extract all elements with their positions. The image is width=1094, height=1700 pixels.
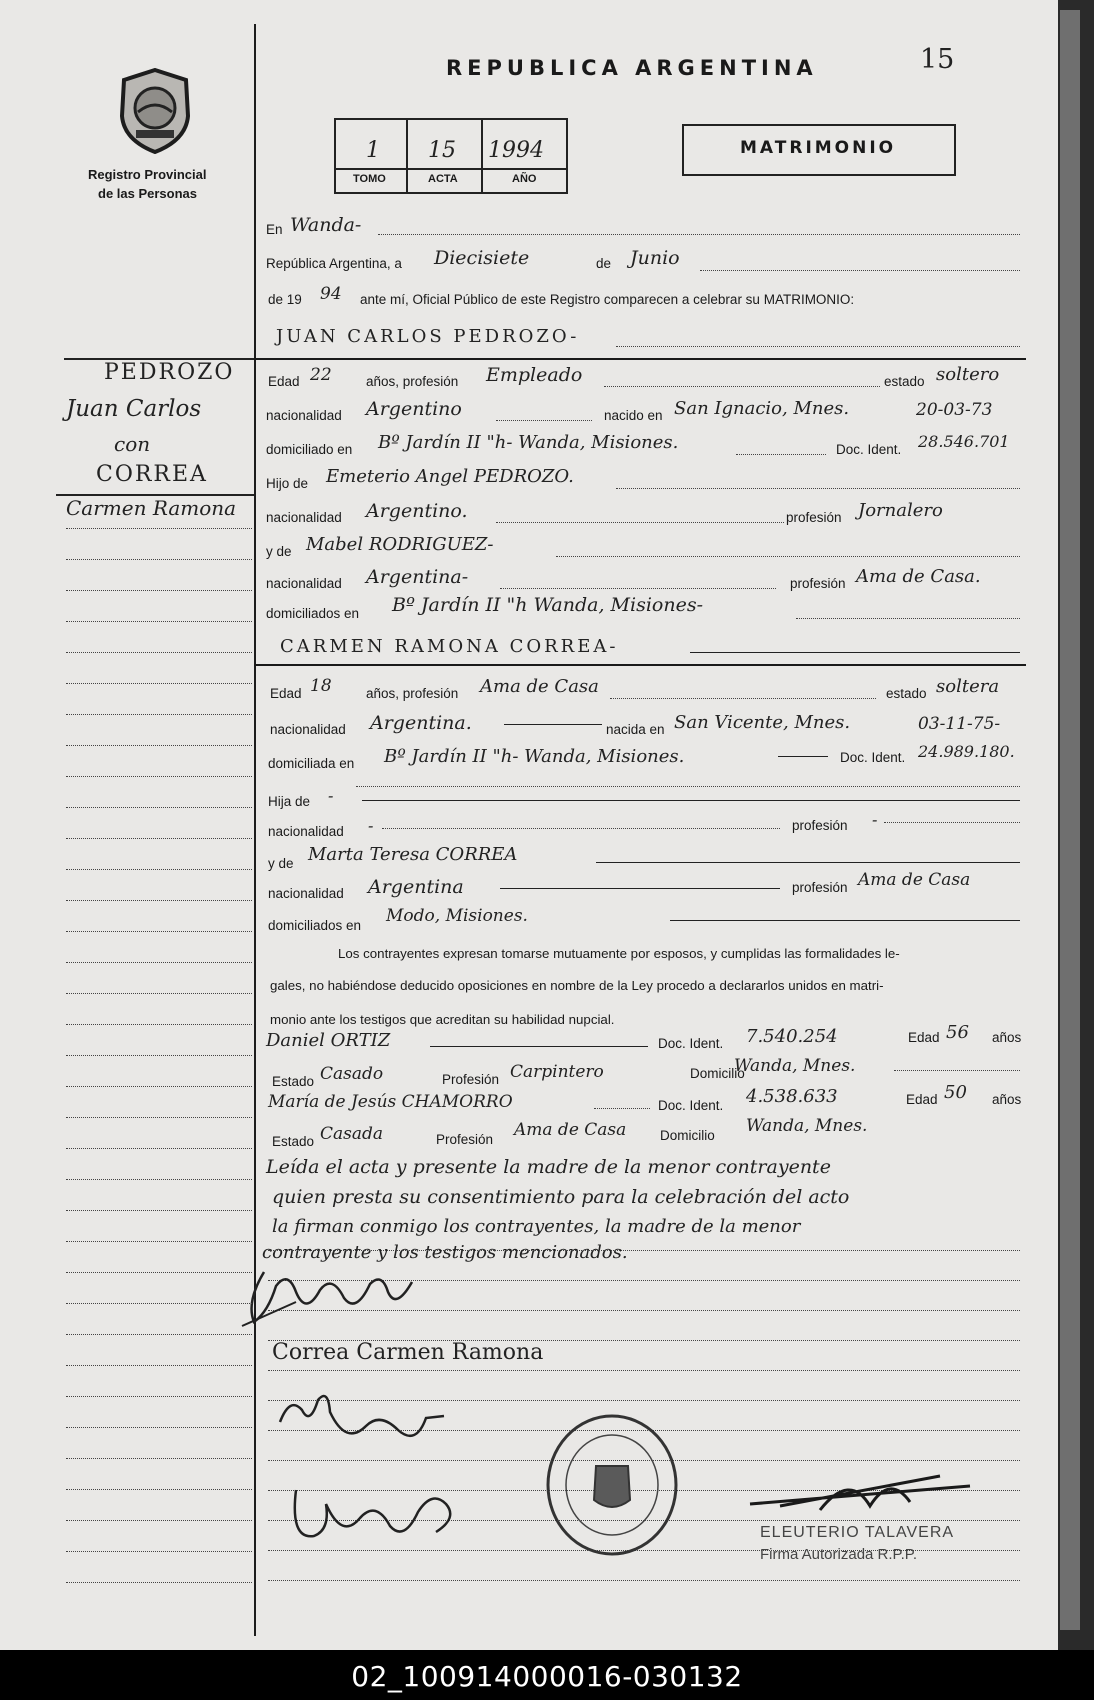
bride-yde-label: y de [268, 856, 294, 871]
groom-profession: Empleado [486, 364, 583, 386]
margin-rule [66, 1334, 252, 1335]
official-title: Firma Autorizada R.P.P. [760, 1546, 918, 1563]
rule [362, 800, 1020, 801]
volume-box-rule [336, 168, 566, 170]
tomo-label: TOMO [353, 173, 386, 185]
bride-domiciliada-label: domiciliada en [268, 756, 355, 771]
bride-domiciliados-label: domiciliados en [268, 918, 362, 933]
witness1-name: Daniel ORTIZ [266, 1030, 391, 1051]
bride-signature: Correa Carmen Ramona [272, 1340, 544, 1365]
bride-birthdate: 03-11-75- [918, 714, 1001, 734]
groom-mother-nationality: Argentina- [366, 566, 469, 588]
rule [496, 522, 784, 523]
acta-value: 15 [428, 138, 456, 163]
rule [736, 454, 826, 455]
groom-birthplace: San Ignacio, Mnes. [674, 398, 850, 419]
rule [378, 234, 1020, 235]
note-line-1: Leída el acta y presente la madre de la menor contrayente [266, 1156, 831, 1178]
margin-rule [66, 869, 252, 870]
groom-age: 22 [310, 365, 332, 385]
margin-rule [66, 1303, 252, 1304]
republic-label: República Argentina, a [266, 256, 402, 271]
de-label: de [596, 256, 612, 271]
margin-rule [66, 714, 252, 715]
margin-line-2: Juan Carlos [66, 396, 202, 422]
margin-rule [66, 1458, 252, 1459]
bride-address: Bº Jardín II "h- Wanda, Misiones. [384, 746, 685, 767]
rule [556, 556, 1020, 557]
rule [430, 1046, 648, 1047]
rule [500, 588, 776, 589]
witness1-profesion-label: Profesión [442, 1072, 500, 1087]
margin-line-3: con [114, 432, 151, 456]
margin-rule [66, 1520, 252, 1521]
section-divider [254, 664, 1026, 666]
margin-rule [66, 652, 252, 653]
bride-estado-label: estado [886, 686, 927, 701]
note-line-3: la firman conmigo los contrayentes, la madre de la menor [272, 1216, 801, 1237]
bride-nationality: Argentina. [370, 712, 472, 734]
signature-rule [268, 1370, 1020, 1371]
declaration-line-1: Los contrayentes expresan tomarse mutuamente por esposos, y cumplidas las formalidades le- [338, 946, 900, 961]
groom-nacionalidad-label: nacionalidad [266, 408, 342, 423]
witness2-domicilio-label: Domicilio [660, 1128, 715, 1143]
witness2-name: María de Jesús CHAMORRO [268, 1092, 513, 1112]
misiones-emblem-icon [116, 68, 194, 154]
witness1-edad-label: Edad [908, 1030, 940, 1045]
margin-rule [66, 1148, 252, 1149]
witness2-age: 50 [944, 1082, 967, 1103]
bride-mother: Marta Teresa CORREA [308, 844, 518, 865]
rule [382, 828, 780, 829]
rule [496, 420, 592, 421]
bride-nacida-label: nacida en [606, 722, 665, 737]
act-type: MATRIMONIO [740, 138, 897, 158]
bride-age: 18 [310, 676, 332, 696]
margin-rule [66, 1582, 252, 1583]
groom-doc-label: Doc. Ident. [836, 442, 902, 457]
place-value: Wanda- [290, 214, 362, 236]
anio-value: 1994 [488, 138, 544, 163]
country-title: REPUBLICA ARGENTINA [446, 56, 818, 80]
en-label: En [266, 222, 283, 237]
rule [796, 618, 1020, 619]
margin-rule [66, 683, 252, 684]
registry-line-2: de las Personas [98, 186, 197, 201]
signature-rule [268, 1250, 1020, 1251]
section-divider [254, 358, 1026, 360]
margin-line-1: PEDROZO [104, 360, 235, 385]
bride-father-nationality: - [368, 816, 374, 835]
official-stamp-icon [544, 1412, 680, 1558]
bride-edad-label: Edad [270, 686, 302, 701]
rule [610, 698, 876, 699]
margin-rule [66, 745, 252, 746]
margin-rule [66, 962, 252, 963]
groom-yde-label: y de [266, 544, 292, 559]
rule [500, 888, 780, 889]
rule [616, 346, 1020, 347]
margin-rule [66, 1489, 252, 1490]
witness2-domicilio: Wanda, Mnes. [746, 1116, 868, 1136]
declaration-line-3: monio ante los testigos que acreditan su habilidad nupcial. [270, 1012, 615, 1027]
margin-line-4: CORREA [96, 462, 208, 487]
page-number: 15 [920, 44, 955, 75]
bride-birthplace: San Vicente, Mnes. [674, 712, 851, 733]
groom-mother: Mabel RODRIGUEZ- [306, 534, 494, 555]
groom-father-nac-label: nacionalidad [266, 510, 342, 525]
groom-father-profesion-label: profesión [786, 510, 842, 525]
margin-rule [66, 1272, 252, 1273]
bride-father-nac-label: nacionalidad [268, 824, 344, 839]
rule [670, 920, 1020, 921]
bride-mother-nationality: Argentina [368, 876, 464, 898]
witness2-estado-label: Estado [272, 1134, 315, 1149]
witness1-domicilio: Wanda, Mnes. [734, 1056, 856, 1076]
groom-mother-profession: Ama de Casa. [856, 566, 981, 587]
bride-hija-label: Hija de [268, 794, 311, 809]
margin-rule [66, 931, 252, 932]
rule [778, 756, 828, 757]
margin-rule [66, 993, 252, 994]
bride-profession: Ama de Casa [480, 676, 599, 697]
scan-id: 02_100914000016-030132 [351, 1660, 743, 1693]
bride-doc: 24.989.180. [918, 742, 1015, 761]
anio-label: AÑO [512, 173, 537, 185]
groom-estado-label: estado [884, 374, 925, 389]
groom-mother-profesion-label: profesión [790, 576, 846, 591]
witness2-estado: Casada [320, 1124, 384, 1144]
groom-hijo-label: Hijo de [266, 476, 309, 491]
groom-anos-profesion-label: años, profesión [366, 374, 459, 389]
witness1-domicilio-label: Domicilio [690, 1066, 745, 1081]
bride-name: CARMEN RAMONA CORREA- [280, 636, 619, 657]
witness2-profesion-label: Profesión [436, 1132, 494, 1147]
margin-rule [66, 528, 252, 529]
official-signature-icon [740, 1466, 980, 1516]
margin-rule [66, 1117, 252, 1118]
bride-father-profesion-label: profesión [792, 818, 848, 833]
margin-rule [66, 900, 252, 901]
margin-rule [66, 1055, 252, 1056]
groom-father-nationality: Argentino. [366, 500, 468, 522]
margin-rule [66, 1210, 252, 1211]
groom-name: JUAN CARLOS PEDROZO- [276, 326, 580, 347]
bride-parents-address: Modo, Misiones. [386, 906, 528, 926]
note-line-4: contrayente y los testigos mencionados. [262, 1242, 628, 1263]
witness1-estado-label: Estado [272, 1074, 315, 1089]
rule [504, 724, 602, 725]
witness1-doc: 7.540.254 [746, 1026, 838, 1047]
day-value: Diecisiete [434, 247, 530, 269]
witness2-anos-label: años [992, 1092, 1022, 1107]
bride-mother-profesion-label: profesión [792, 880, 848, 895]
year-prefix: de 19 [268, 292, 302, 307]
groom-domiciliados-label: domiciliados en [266, 606, 360, 621]
witness1-profession: Carpintero [510, 1062, 604, 1082]
groom-nationality: Argentino [366, 398, 462, 420]
margin-rule [66, 1024, 252, 1025]
witness2-doc-label: Doc. Ident. [658, 1098, 724, 1113]
witness2-signature-icon [286, 1470, 466, 1550]
year-suffix: 94 [320, 284, 342, 304]
bride-mother-profession: Ama de Casa [858, 870, 971, 890]
margin-rule [66, 776, 252, 777]
witness1-signature-icon [276, 1386, 456, 1456]
rule [884, 822, 1020, 823]
signature-rule [268, 1580, 1020, 1581]
bride-estado: soltera [936, 676, 1000, 697]
bride-nacionalidad-label: nacionalidad [270, 722, 346, 737]
intro-statement: ante mí, Oficial Público de este Registro comparecen a celebrar su MATRIMONIO: [360, 292, 855, 307]
bride-anos-profesion-label: años, profesión [366, 686, 459, 701]
margin-rule [66, 838, 252, 839]
rule [594, 1108, 650, 1109]
margin-line-5: Carmen Ramona [66, 496, 237, 520]
margin-rule [66, 559, 252, 560]
margin-rule [66, 1086, 252, 1087]
official-name: ELEUTERIO TALAVERA [760, 1524, 955, 1541]
groom-edad-label: Edad [268, 374, 300, 389]
margin-rule [66, 1551, 252, 1552]
bride-father: - [328, 786, 334, 805]
witness1-age: 56 [946, 1022, 969, 1043]
book-spine [1060, 10, 1080, 1630]
volume-box-divider [406, 118, 408, 192]
registry-line-1: Registro Provincial [88, 167, 207, 182]
bride-mother-nac-label: nacionalidad [268, 886, 344, 901]
margin-rule [66, 1179, 252, 1180]
rule [690, 652, 1020, 653]
witness2-edad-label: Edad [906, 1092, 938, 1107]
groom-mother-nac-label: nacionalidad [266, 576, 342, 591]
declaration-line-2: gales, no habiéndose deducido oposiciones en nombre de la Ley procedo a declararlos unidos en matri- [270, 978, 884, 993]
acta-label: ACTA [428, 173, 458, 185]
witness2-profession: Ama de Casa [514, 1120, 627, 1140]
rule [894, 1070, 1020, 1071]
witness1-anos-label: años [992, 1030, 1022, 1045]
witness1-estado: Casado [320, 1064, 384, 1084]
groom-address: Bº Jardín II "h- Wanda, Misiones. [378, 432, 679, 453]
groom-parents-address: Bº Jardín II "h Wanda, Misiones- [392, 594, 704, 616]
margin-rule [66, 1241, 252, 1242]
margin-rule [66, 1396, 252, 1397]
rule [596, 862, 1020, 863]
rule [616, 488, 1020, 489]
rule [604, 386, 880, 387]
margin-rule [66, 590, 252, 591]
groom-doc: 28.546.701 [918, 432, 1010, 451]
rule [356, 786, 1020, 787]
margin-divider [254, 24, 256, 1636]
margin-rule [66, 1365, 252, 1366]
witness1-doc-label: Doc. Ident. [658, 1036, 724, 1051]
margin-rule [66, 807, 252, 808]
witness2-doc: 4.538.633 [746, 1086, 838, 1107]
note-line-2: quien presta su consentimiento para la celebración del acto [272, 1186, 850, 1208]
month-value: Junio [630, 247, 680, 269]
groom-father-profession: Jornalero [858, 500, 943, 521]
bride-father-profession: - [872, 810, 878, 829]
volume-box-divider [481, 118, 483, 192]
rule [700, 270, 1020, 271]
margin-rule [66, 621, 252, 622]
tomo-value: 1 [366, 138, 380, 163]
groom-signature-icon [236, 1262, 426, 1334]
groom-nacido-label: nacido en [604, 408, 663, 423]
groom-father: Emeterio Angel PEDROZO. [326, 466, 574, 487]
bride-doc-label: Doc. Ident. [840, 750, 906, 765]
groom-domiciliado-label: domiciliado en [266, 442, 353, 457]
groom-estado: soltero [936, 364, 1000, 385]
groom-birthdate: 20-03-73 [916, 400, 993, 420]
margin-rule [66, 1427, 252, 1428]
